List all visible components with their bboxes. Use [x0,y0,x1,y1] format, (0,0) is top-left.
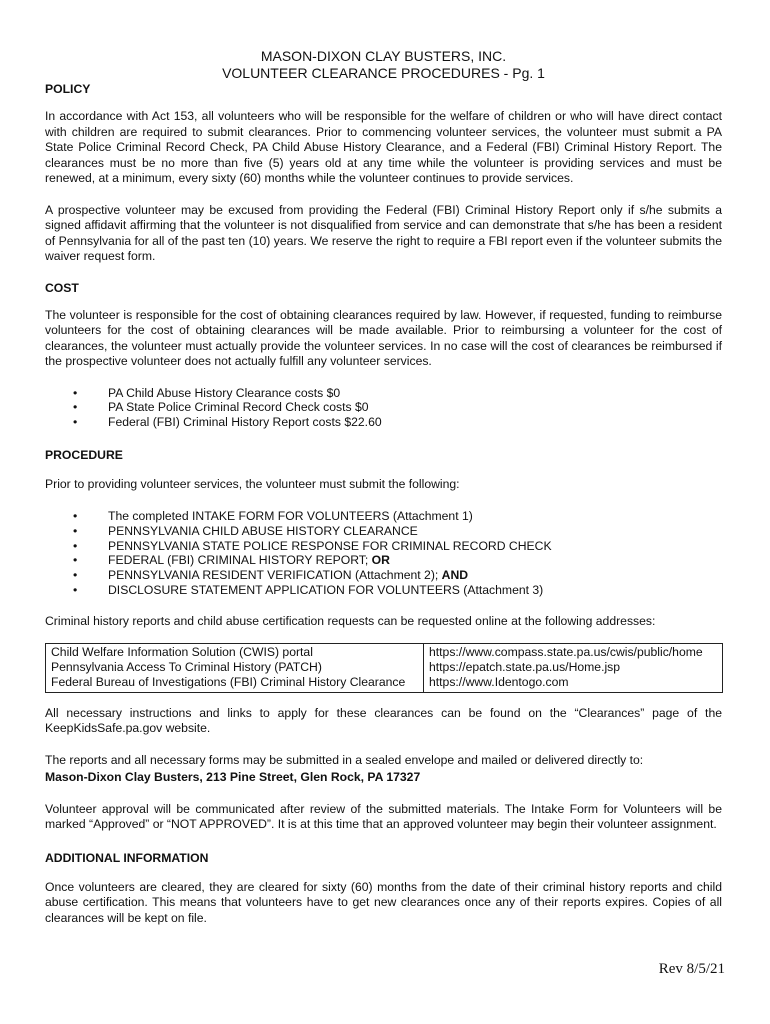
additional-paragraph: Once volunteers are cleared, they are cleared for sixty (60) months from the date of their criminal history reports and child abuse certification. This means that volunteers have to get new clearances once any of their reports expires. Copies of all clearances will be kept on file. [45,879,722,925]
list-item: • The completed INTAKE FORM FOR VOLUNTEERS (Attachment 1) [45,509,722,524]
cost-paragraph: The volunteer is responsible for the cost of obtaining clearances required by law. However, if requested, funding to reimburse volunteers for the cost of obtaining clearances will be made available. Prior to reimbursing a volunteer for the cost of clearances, the volunteer must actually provide the volunteer services. In no case will the cost of clearances be reimbursed if the prospective volunteer does not actually fulfill any volunteer services. [45,307,722,368]
patch-link[interactable]: https://epatch.state.pa.us/Home.jsp [429,659,621,674]
list-item: • PENNSYLVANIA CHILD ABUSE HISTORY CLEARANCE [45,524,722,539]
list-item: • PA State Police Criminal Record Check costs $0 [45,400,722,415]
online-intro: Criminal history reports and child abuse certification requests can be requested online at the following addresses: [45,614,656,629]
additional-heading: ADDITIONAL INFORMATION [45,850,209,865]
cost-heading: COST [45,280,79,295]
list-item: • FEDERAL (FBI) CRIMINAL HISTORY REPORT; OR [45,553,722,568]
policy-heading: POLICY [45,82,91,96]
mailing-address: Mason-Dixon Clay Busters, 213 Pine Street, Glen Rock, PA 17327 [45,770,421,785]
document-title-line2: VOLUNTEER CLEARANCE PROCEDURES - Pg. 1 [222,65,545,81]
list-item: • PENNSYLVANIA STATE POLICE RESPONSE FOR CRIMINAL RECORD CHECK [45,539,722,554]
table-row [46,643,723,690]
document-title-line1: MASON-DIXON CLAY BUSTERS, INC. [260,48,507,64]
mail-intro: The reports and all necessary forms may be submitted in a sealed envelope and mailed or delivered directly to: [45,752,644,767]
cwis-link[interactable]: https://www.compass.state.pa.us/cwis/public/home [429,644,703,659]
procedure-heading: PROCEDURE [45,447,123,462]
procedure-intro: Prior to providing volunteer services, the volunteer must submit the following: [45,476,460,491]
link-name: Child Welfare Information Solution (CWIS) portal Pennsylvania Access To Criminal History (PATCH) Federal Bureau of Investigations (FBI) Criminal History Clearance [46,643,424,690]
approval-paragraph: Volunteer approval will be communicated after review of the submitted materials. The Intake Form for Volunteers will be marked “Approved” or “NOT APPROVED”. It is at this time that an approved volunteer may begin their volunteer assignment. [45,801,722,832]
cost-list [45,386,722,430]
policy-paragraph-2: A prospective volunteer may be excused from providing the Federal (FBI) Criminal History Report only if s/he submits a signed affidavit affirming that the volunteer is not disqualified from service and can demonstrate that s/he has been a resident of Pennsylvania for all of the past ten (10) years. We reserve the right to require a FBI report even if the volunteer submits the waiver request form. [45,202,722,263]
policy-paragraph-1: In accordance with Act 153, all volunteers who will be responsible for the welfare of children or who will have direct contact with children are required to submit clearances. Prior to commencing volunteer services, the volunteer must submit a PA State Police Criminal Record Check, PA Child Abuse History Clearance, and a Federal (FBI) Criminal History Report. The clearances must be no more than five (5) years old at any time while the volunteer is providing services and must be renewed, at a minimum, every sixty (60) months while the volunteer continues to provide services. [45,109,722,185]
list-item: • PENNSYLVANIA RESIDENT VERIFICATION (Attachment 2); AND [45,568,722,583]
list-item: • PA Child Abuse History Clearance costs $0 [45,386,722,401]
instructions-paragraph: All necessary instructions and links to apply for these clearances can be found on the “Clearances” page of the KeepKidsSafe.pa.gov website. [45,705,722,736]
clearance-links-table [45,643,723,693]
procedure-list [45,509,722,597]
identogo-link[interactable]: https://www.Identogo.com [429,674,569,689]
document-page [45,48,722,926]
link-url [424,643,723,690]
revision-date: Rev 8/5/21 [658,961,725,977]
list-item: • Federal (FBI) Criminal History Report costs $22.60 [45,415,722,430]
list-item: • DISCLOSURE STATEMENT APPLICATION FOR VOLUNTEERS (Attachment 3) [45,583,722,598]
